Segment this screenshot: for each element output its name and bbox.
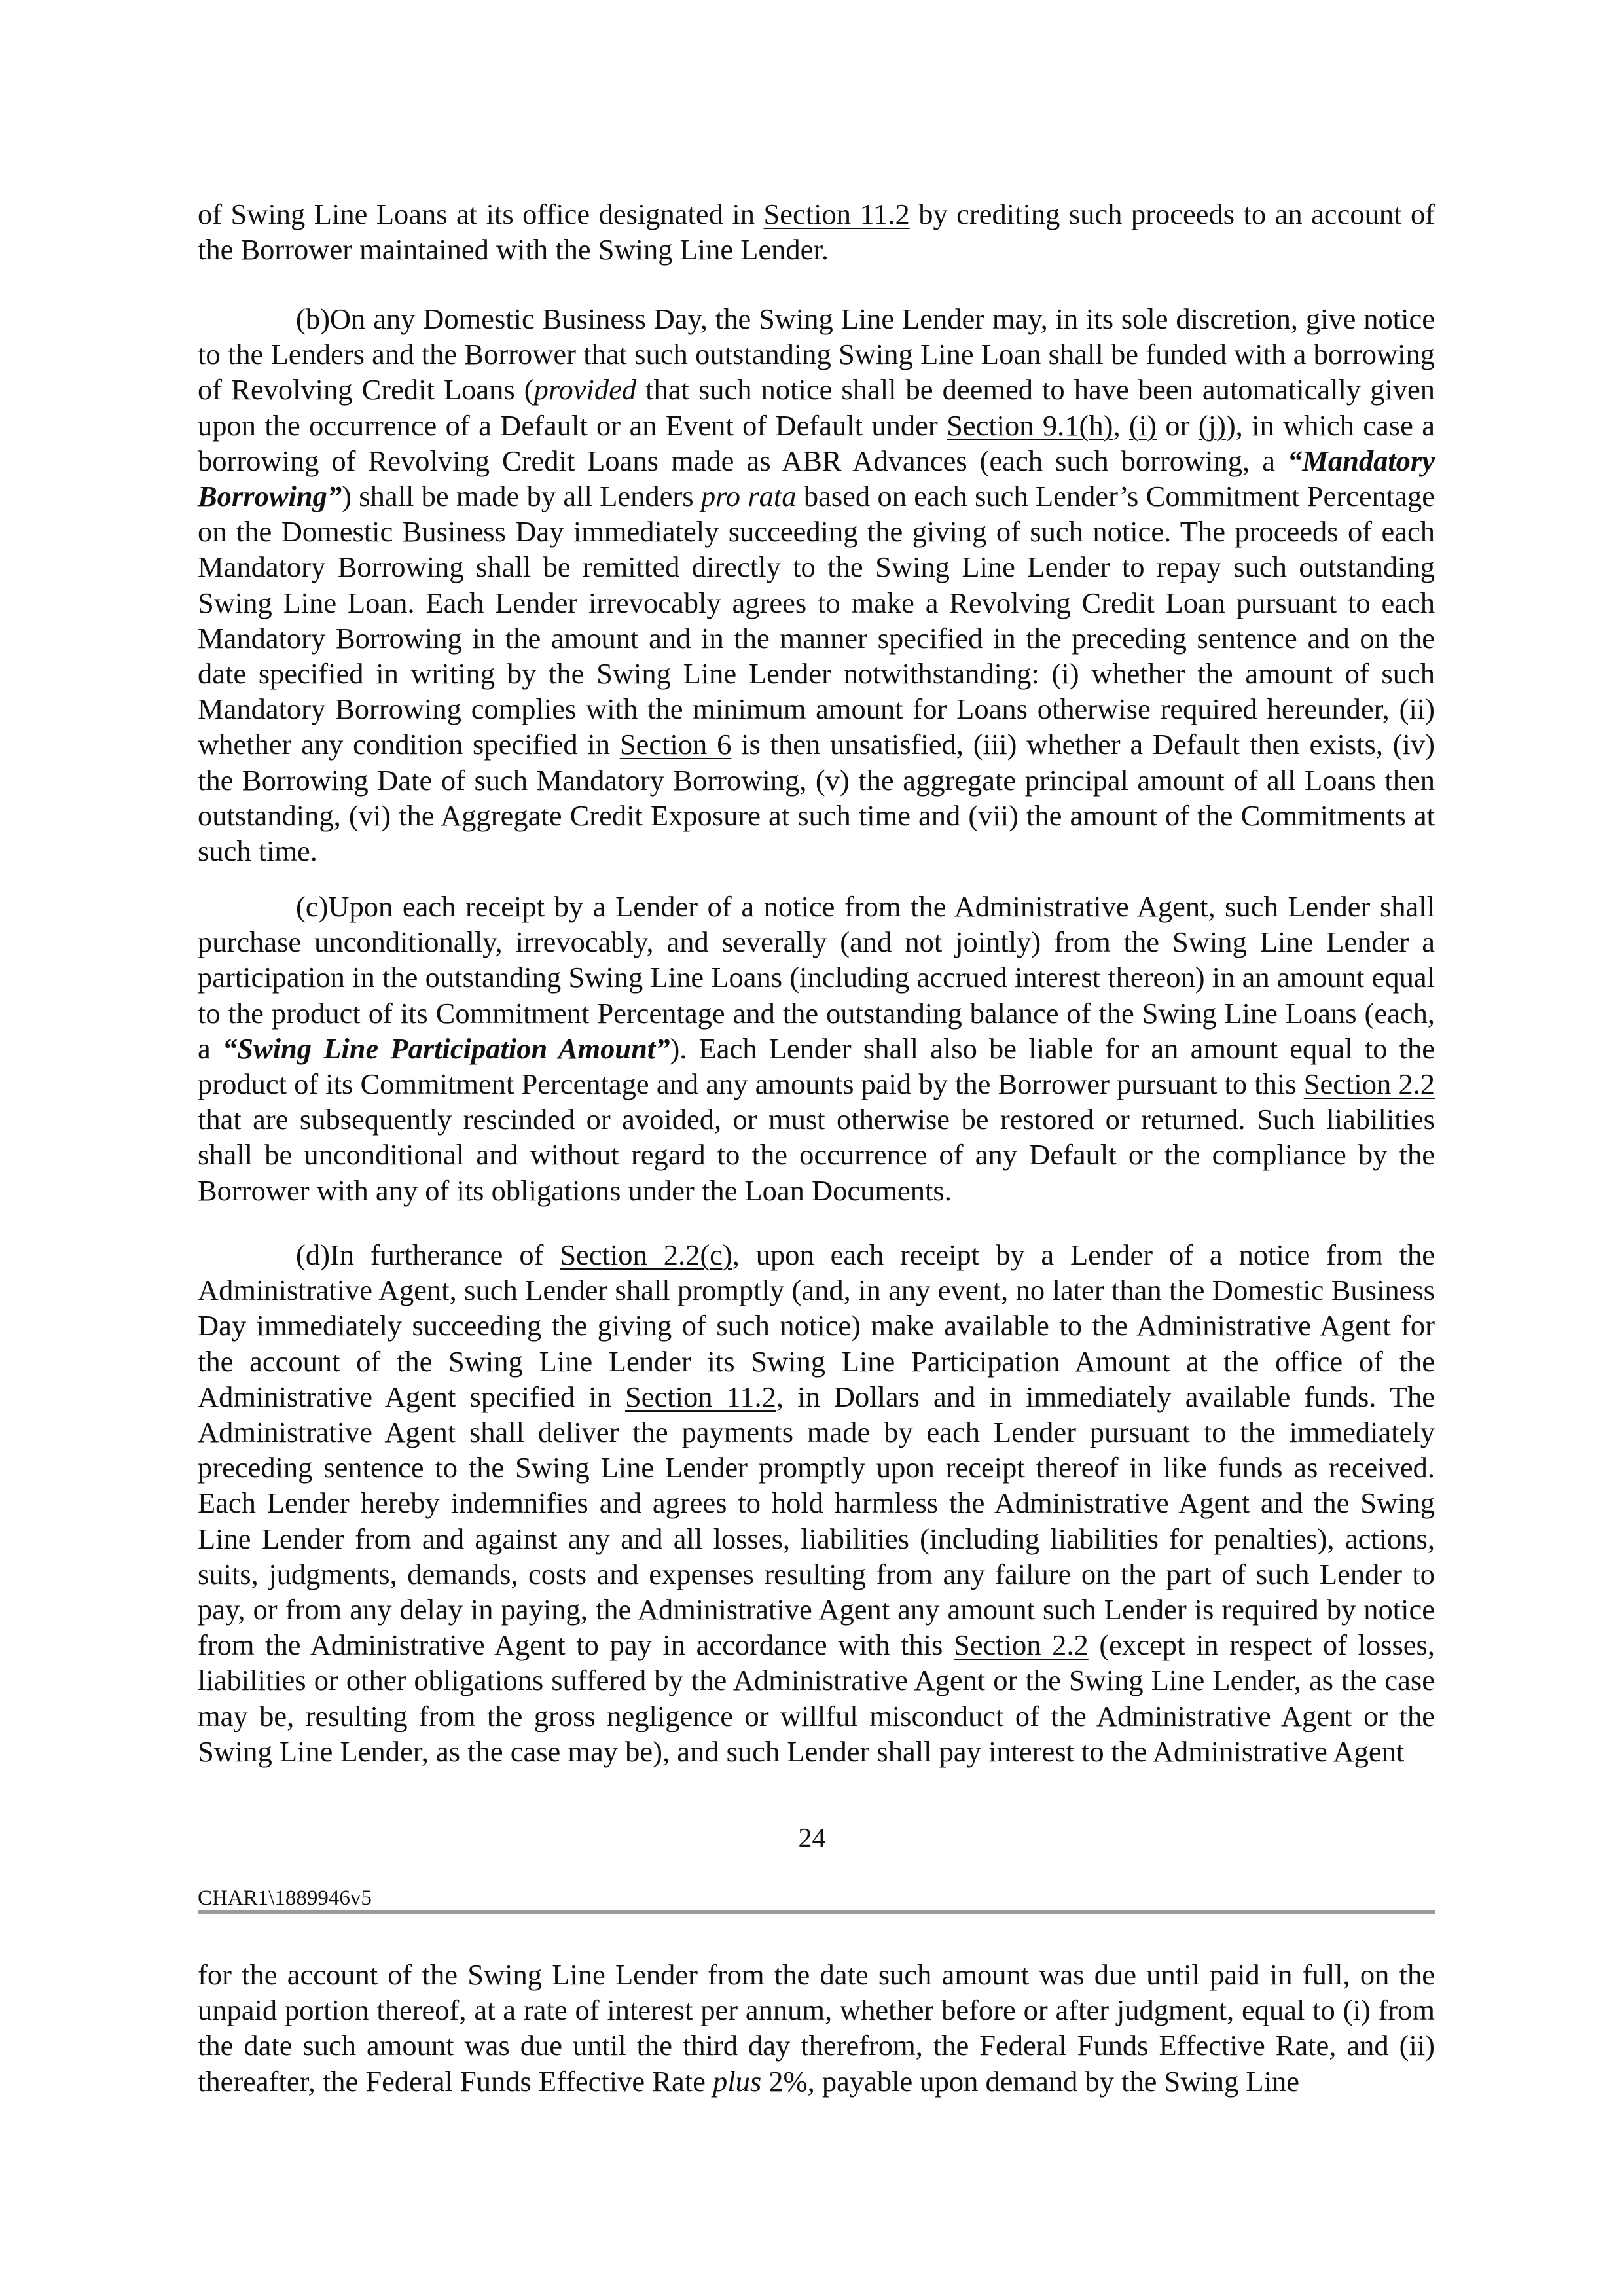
paragraph-d-continuation bbox=[198, 1957, 1435, 2099]
section-reference-11-2: Section 11.2 bbox=[763, 198, 910, 230]
section-reference-9-1-h: Section 9.1(h) bbox=[947, 408, 1113, 442]
paragraph-b bbox=[198, 301, 1435, 869]
text-run: (except in respect of losses, liabilities or other obligations suffered by the Administrative Agent or the Swing Line Lender, as the case may be, resulting from the gross negligence or willful misconduct of the Administrative Agent or the Swing Line Lender, as the case may be), and such Lender shall pay interest to the Administrative Agent bbox=[198, 1628, 1435, 1768]
italic-term-provided: provided bbox=[533, 373, 637, 406]
text-run: of Swing Line Loans at its office designated in bbox=[198, 198, 764, 230]
text-run: or bbox=[1156, 408, 1199, 442]
text-run: , upon each receipt by a Lender of a notice from the Administrative Agent, such Lender shall promptly (and, in any event, no later than the Domestic Business Day immediately succeeding the giving of such notice) make available to the Administrative Agent for the account of the Swing Line Lender its Swing Line Participation Amount at the office of the Administrative Agent specified in bbox=[198, 1238, 1435, 1413]
section-reference-6: Section 6 bbox=[619, 728, 732, 761]
text-run: that such notice shall be deemed to have been automatically given upon the occurrence of a Default or an Event of Default under bbox=[198, 373, 1435, 442]
text-run: that are subsequently rescinded or avoided, or must otherwise be restored or returned. Such liabilities shall be unconditional and without regard to the occurrence of any Default or the compliance by the Borrower with any of its obligations under the Loan Documents. bbox=[198, 1103, 1435, 1207]
section-reference-11-2: Section 11.2 bbox=[625, 1380, 776, 1413]
text-run: , in Dollars and in immediately available funds. The Administrative Agent shall deliver the payments made by each Lender pursuant to the immediately preceding sentence to the Swing Line Lender promptly upon receipt thereof in like funds as received. Each Lender hereby indemnifies and agrees to hold harmless the Administrative Agent and the Swing Line Lender from and against any and all losses, liabilities (including liabilities for penalties), actions, suits, judgments, demands, costs and expenses resulting from any failure on the part of such Lender to pay, or from any delay in paying, the Administrative Agent any amount such Lender is required by notice from the Administrative Agent to pay in accordance with this bbox=[198, 1380, 1435, 1662]
page-break-divider bbox=[198, 1910, 1435, 1914]
text-run: , bbox=[1113, 408, 1129, 442]
defined-term-swing-line-participation-amount: “Swing Line Participation Amount” bbox=[222, 1031, 670, 1065]
section-reference-2-2: Section 2.2 bbox=[1303, 1067, 1435, 1101]
text-run: (c)Upon each receipt by a Lender of a notice from the Administrative Agent, such Lender shall purchase unconditionally, irrevocably, and severally (and not jointly) from the Swing Line Lender a participation in the outstanding Swing Line Loans (including accrued interest thereon) in an amount equal to the product of its Commitment Percentage and the outstanding balance of the Swing Line Loans (each, a bbox=[198, 890, 1435, 1065]
text-run: 2%, payable upon demand by the Swing Line bbox=[761, 2064, 1299, 2098]
text-run: ), in which case a borrowing of Revolving Credit Loans made as ABR Advances (each such borrowing, a bbox=[198, 408, 1435, 477]
italic-term-plus: plus bbox=[712, 2064, 762, 2098]
text-run: (d)In furtherance of bbox=[296, 1238, 560, 1271]
section-reference-i: (i) bbox=[1128, 408, 1157, 442]
italic-term-pro-rata: pro rata bbox=[700, 480, 797, 513]
section-reference-2-2: Section 2.2 bbox=[953, 1628, 1089, 1662]
section-reference-j: (j) bbox=[1198, 408, 1226, 442]
text-run: ). Each Lender shall also be liable for an amount equal to the product of its Commitment Percentage and any amounts paid by the Borrower pursuant to this bbox=[198, 1031, 1435, 1101]
section-reference-2-2-c: Section 2.2(c) bbox=[560, 1238, 732, 1271]
document-id-footer: CHAR1\1889946v5 bbox=[198, 1886, 372, 1910]
text-run: is then unsatisfied, (iii) whether a Default then exists, (iv) the Borrowing Date of such Mandatory Borrowing, (v) the aggregate principal amount of all Loans then outstanding, (vi) the Aggregate Credit Exposure at such time and (vii) the amount of the Commitments at such time. bbox=[198, 728, 1435, 868]
paragraph-d bbox=[198, 1237, 1435, 1769]
text-run: for the account of the Swing Line Lender from the date such amount was due until paid in full, on the unpaid portion thereof, at a rate of interest per annum, whether before or after judgment, equal to (i) from the date such amount was due until the third day therefrom, the Federal Funds Effective Rate, and (ii) thereafter, the Federal Funds Effective Rate bbox=[198, 1958, 1435, 2098]
text-run: by crediting such proceeds to an account of the Borrower maintained with the Swing Line Lender. bbox=[198, 198, 1435, 266]
text-run: based on each such Lender’s Commitment Percentage on the Domestic Business Day immediately succeeding the giving of such notice. The proceeds of each Mandatory Borrowing shall be remitted directly to the Swing Line Lender to repay such outstanding Swing Line Loan. Each Lender irrevocably agrees to make a Revolving Credit Loan pursuant to each Mandatory Borrowing in the amount and in the manner specified in the preceding sentence and on the date specified in writing by the Swing Line Lender notwithstanding: (i) whether the amount of such Mandatory Borrowing complies with the minimum amount for Loans otherwise required hereunder, (ii) whether any condition specified in bbox=[198, 480, 1435, 761]
text-run: ) shall be made by all Lenders bbox=[342, 480, 701, 513]
text-run: (b)On any Domestic Business Day, the Swing Line Lender may, in its sole discretion, give notice to the Lenders and the Borrower that such outstanding Swing Line Loan shall be funded with a borrowing of Revolving Credit Loans ( bbox=[198, 302, 1435, 406]
page-number: 24 bbox=[798, 1823, 826, 1854]
paragraph-a-continuation bbox=[198, 196, 1435, 267]
paragraph-c bbox=[198, 889, 1435, 1208]
defined-term-mandatory-borrowing: “Mandatory Borrowing” bbox=[198, 444, 1435, 513]
